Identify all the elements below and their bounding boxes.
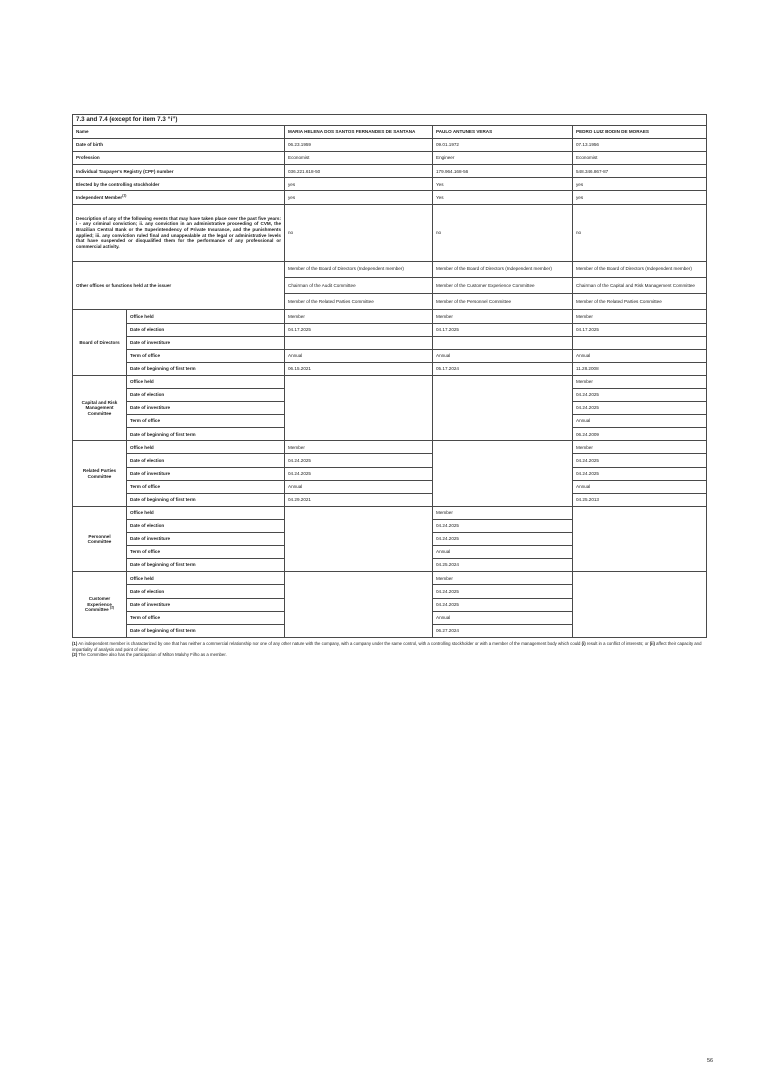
section-sublabel: Term of office xyxy=(127,546,285,559)
section-sublabel: Office held xyxy=(127,572,285,585)
elected-value: yes xyxy=(573,178,707,191)
section-sublabel: Date of election xyxy=(127,323,285,336)
row-label-name: Name xyxy=(73,126,285,139)
section-title: Board of Directors xyxy=(73,310,127,375)
footnote-1: (1) An independent member is characterized by one that has neither a commercial relationship nor one of any other nature with the company, with a company under the same control, with a controlling stockholder or with a member of the management body which could (i) result in a conflict of interests; or (ii) affect their capacity and impartiality of analysis and point of view; xyxy=(72,640,702,652)
empty-merged-cell xyxy=(573,506,707,571)
section-value: 05.17.2024 xyxy=(433,362,573,375)
table-row xyxy=(73,165,707,178)
table-row xyxy=(73,323,707,336)
section-value: 04.24.2025 xyxy=(285,454,433,467)
section-sublabel: Date of investiture xyxy=(127,467,285,480)
independent-value: Yes xyxy=(433,191,573,204)
table-row xyxy=(73,336,707,349)
section-value: 06.24.2009 xyxy=(573,428,707,441)
section-sublabel: Term of office xyxy=(127,415,285,428)
section-title: Capital and Risk Management Committee xyxy=(73,375,127,440)
section-value: 04.17.2025 xyxy=(285,323,433,336)
elected-value: Yes xyxy=(433,178,573,191)
footnote-2: (2) The Committee also has the participation of Milton Maluhy Filho as a member. xyxy=(72,652,227,658)
description-value: no xyxy=(573,204,707,261)
table-row xyxy=(73,139,707,152)
section-value: Annual xyxy=(573,480,707,493)
section-value: Member xyxy=(573,310,707,323)
other-office-value: Member of the Board of Directors (Independent member) xyxy=(433,261,573,277)
management-table xyxy=(72,114,707,638)
section-sublabel: Date of election xyxy=(127,519,285,532)
section-value: Member xyxy=(433,506,573,519)
table-row xyxy=(73,115,707,126)
other-office-value: Member of the Related Parties Committee xyxy=(573,294,707,310)
section-sublabel: Date of investiture xyxy=(127,533,285,546)
other-office-value: Member of the Board of Directors (Independent member) xyxy=(573,261,707,277)
section-value: 11.28.2008 xyxy=(573,362,707,375)
other-office-value: Member of the Customer Experience Committee xyxy=(433,277,573,293)
row-label-elected: Elected by the controlling stockholder xyxy=(73,178,285,191)
section-value: 06.15.2021 xyxy=(285,362,433,375)
table-row xyxy=(73,454,707,467)
empty-merged-cell xyxy=(433,441,573,506)
section-value: Member xyxy=(573,441,707,454)
other-office-value: Chairman of the Capital and Risk Management Committee xyxy=(573,277,707,293)
independent-value: yes xyxy=(285,191,433,204)
dob-value: 09.01.1972 xyxy=(433,139,573,152)
table-row xyxy=(73,349,707,362)
description-value: no xyxy=(285,204,433,261)
page-number: 56 xyxy=(707,1058,714,1064)
profession-value: Economist xyxy=(573,152,707,165)
section-value: 04.25.2013 xyxy=(573,493,707,506)
section-value: Annual xyxy=(285,480,433,493)
table-row xyxy=(73,204,707,261)
table-row xyxy=(73,467,707,480)
table-row xyxy=(73,152,707,165)
section-value: 04.24.2025 xyxy=(573,389,707,402)
elected-value: yes xyxy=(285,178,433,191)
table-row xyxy=(73,126,707,139)
dob-value: 06.23.1959 xyxy=(285,139,433,152)
section-sublabel: Date of election xyxy=(127,389,285,402)
section-value: 04.24.2025 xyxy=(573,467,707,480)
section-sublabel: Term of office xyxy=(127,349,285,362)
profession-value: Economist xyxy=(285,152,433,165)
section-value: Member xyxy=(285,441,433,454)
independent-value: yes xyxy=(573,191,707,204)
section-sublabel: Date of beginning of first term xyxy=(127,362,285,375)
section-value: Annual xyxy=(285,349,433,362)
section-value: Member xyxy=(433,572,573,585)
table-row xyxy=(73,493,707,506)
section-sublabel: Date of investiture xyxy=(127,402,285,415)
row-label-dob: Date of birth xyxy=(73,139,285,152)
table-row xyxy=(73,362,707,375)
section-sublabel: Date of election xyxy=(127,585,285,598)
row-label-cpf: Individual Taxpayer's Registry (CPF) number xyxy=(73,165,285,178)
section-title: Personnel Committee xyxy=(73,506,127,571)
cpf-value: 179.964.168-56 xyxy=(433,165,573,178)
section-value xyxy=(433,336,573,349)
section-sublabel: Date of beginning of first term xyxy=(127,428,285,441)
table-row xyxy=(73,572,707,585)
empty-merged-cell xyxy=(285,375,433,440)
section-value: 04.17.2025 xyxy=(433,323,573,336)
section-value xyxy=(573,336,707,349)
table-row xyxy=(73,261,707,277)
empty-merged-cell xyxy=(433,375,573,440)
section-sublabel: Office held xyxy=(127,310,285,323)
other-office-value: Chairman of the Audit Committee xyxy=(285,277,433,293)
description-value: no xyxy=(433,204,573,261)
row-label-independent: Independent Member$^{(1)}$ xyxy=(73,191,285,204)
section-sublabel: Date of beginning of first term xyxy=(127,559,285,572)
empty-merged-cell xyxy=(573,572,707,637)
row-label-other-offices: Other offices or functions held at the issuer xyxy=(73,261,285,310)
table-row xyxy=(73,310,707,323)
section-value: 04.25.2024 xyxy=(433,559,573,572)
section-value: Member xyxy=(433,310,573,323)
name-value: PEDRO LUIZ BODIN DE MORAES xyxy=(573,126,707,139)
section-title: Related Parties Committee xyxy=(73,441,127,506)
section-value: Annual xyxy=(433,611,573,624)
section-sublabel: Date of investiture xyxy=(127,336,285,349)
section-sublabel: Date of election xyxy=(127,454,285,467)
table-row xyxy=(73,178,707,191)
section-value: Annual xyxy=(433,349,573,362)
table-row xyxy=(73,506,707,519)
profession-value: Engineer xyxy=(433,152,573,165)
section-value: 04.24.2025 xyxy=(433,598,573,611)
section-title: Customer Experience Committee $^{(2)}$ xyxy=(73,572,127,637)
section-value: 04.29.2021 xyxy=(285,493,433,506)
empty-merged-cell xyxy=(285,572,433,637)
section-value: Member xyxy=(285,310,433,323)
row-label-profession: Profession xyxy=(73,152,285,165)
section-sublabel: Office held xyxy=(127,506,285,519)
section-value: 04.24.2025 xyxy=(433,585,573,598)
section-value: 04.24.2025 xyxy=(433,519,573,532)
section-sublabel: Office held xyxy=(127,441,285,454)
section-sublabel: Date of investiture xyxy=(127,598,285,611)
other-office-value: Member of the Board of Directors (Independent member) xyxy=(285,261,433,277)
footnotes xyxy=(72,641,706,658)
section-value: Annual xyxy=(573,349,707,362)
section-sublabel: Date of beginning of first term xyxy=(127,493,285,506)
table-row xyxy=(73,191,707,204)
cpf-value: 036.221.618-50 xyxy=(285,165,433,178)
dob-value: 07.13.1956 xyxy=(573,139,707,152)
table-title: 7.3 and 7.4 (except for item 7.3 “i”) xyxy=(73,115,707,126)
section-sublabel: Office held xyxy=(127,375,285,388)
table-row xyxy=(73,375,707,388)
other-office-value: Member of the Related Parties Committee xyxy=(285,294,433,310)
section-value xyxy=(285,336,433,349)
section-value: Member xyxy=(573,375,707,388)
table-row xyxy=(73,480,707,493)
section-value: 04.17.2025 xyxy=(573,323,707,336)
section-value: 04.24.2025 xyxy=(433,533,573,546)
row-label-description: Description of any of the following events that may have taken place over the past five years: i - any criminal conviction; ii. any conviction in an administrative proceeding of CVM, the Brazilian Central Bank or the Superintendency of Private Insurance, and the punishments applied; iii. any conviction ruled final and unappealable at the legal or administrative levels that have suspended or disqualified them for the performance of any professional or commercial activity. xyxy=(73,204,285,261)
document-body xyxy=(72,114,706,658)
section-value: Annual xyxy=(433,546,573,559)
table-row xyxy=(73,441,707,454)
section-value: 06.27.2024 xyxy=(433,624,573,637)
section-value: Annual xyxy=(573,415,707,428)
section-value: 04.24.2025 xyxy=(285,467,433,480)
cpf-value: 548.346.867-87 xyxy=(573,165,707,178)
section-sublabel: Term of office xyxy=(127,480,285,493)
section-sublabel: Date of beginning of first term xyxy=(127,624,285,637)
section-value: 04.24.2025 xyxy=(573,402,707,415)
section-sublabel: Term of office xyxy=(127,611,285,624)
name-value: PAULO ANTUNES VERAS xyxy=(433,126,573,139)
name-value: MARIA HELENA DOS SANTOS FERNANDES DE SANTANA xyxy=(285,126,433,139)
empty-merged-cell xyxy=(285,506,433,571)
other-office-value: Member of the Personnel Committee xyxy=(433,294,573,310)
section-value: 04.24.2025 xyxy=(573,454,707,467)
